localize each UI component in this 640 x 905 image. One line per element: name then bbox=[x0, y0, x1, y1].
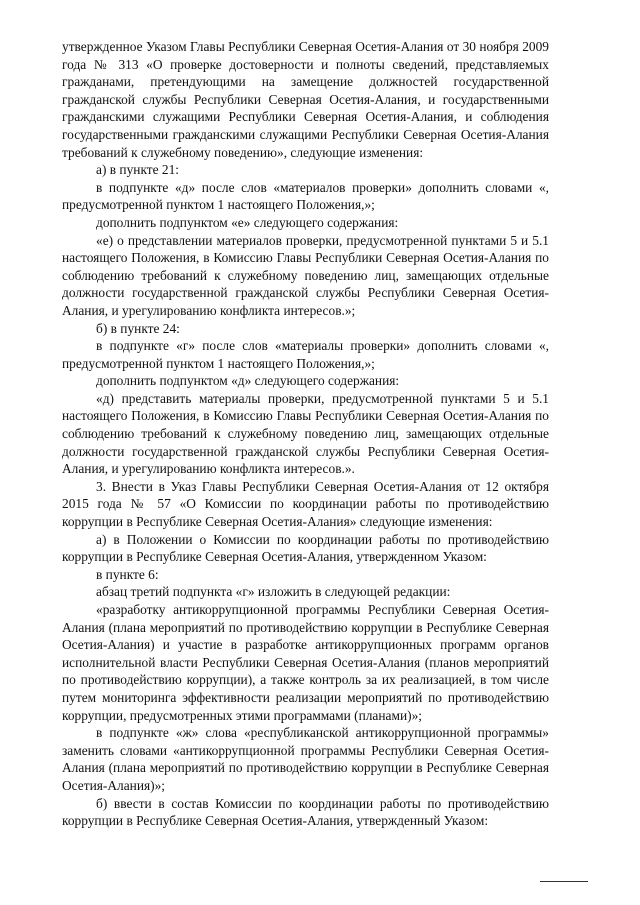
paragraph-add-subitem-e: дополнить подпунктом «е» следующего содержания: bbox=[96, 214, 399, 230]
paragraph-subitem-zh: в подпункте «ж» слова «республиканской антикоррупционной программы» заменить словами «антикоррупционной программы Республики Северная Осетия-Алания (плана мероприятий по противодействию коррупции в Республике Северная Осетия-Алания)»; bbox=[62, 725, 549, 793]
paragraph-program-text: «разработку антикоррупционной программы Республики Северная Осетия-Алания (плана мероприятий по противодействию коррупции в Республике Северная Осетия-Алания) и участие в разработке антикоррупционных программ органов исполнительной власти Республики Северная Осетия-Алания (планов мероприятий по противодействию коррупции), а также контроль за их реализацией, в том числе путем мониторинга эффективности реализации мероприятий по противодействию коррупции, предусмотренных этими программами (планами)»; bbox=[62, 602, 549, 723]
paragraph-item-a-21: а) в пункте 21: bbox=[96, 162, 180, 178]
paragraph-subitem-d-text: «д) представить материалы проверки, предусмотренной пунктами 5 и 5.1 настоящего Положения, в Комиссию Главы Республики Северная Осетия-Алания по соблюдению требований к служебному поведению лиц, замещающих отдельные должности государственной гражданской службы Республики Северная Осетия-Алания, и урегулированию конфликта интересов.». bbox=[62, 390, 549, 477]
paragraph-point-6: в пункте 6: bbox=[96, 566, 159, 582]
footer-divider bbox=[540, 881, 588, 882]
paragraph-item-a-regulation: а) в Положении о Комиссии по координации работы по противодействию коррупции в Республике Северная Осетия-Алания, утвержденном Указом: bbox=[62, 531, 549, 565]
paragraph-add-subitem-d: дополнить подпунктом «д» следующего содержания: bbox=[96, 373, 400, 389]
paragraph-item-b-24: б) в пункте 24: bbox=[96, 320, 180, 336]
document-page bbox=[62, 38, 549, 830]
paragraph-section-3: 3. Внести в Указ Главы Республики Северная Осетия-Алания от 12 октября 2015 года № 57 «О Комиссии по координации работы по противодействию коррупции в Республике Северная Осетия-Алания» следующие изменения: bbox=[62, 478, 549, 530]
paragraph-third-abzac: абзац третий подпункта «г» изложить в следующей редакции: bbox=[96, 584, 451, 600]
paragraph-subitem-d: в подпункте «д» после слов «материалов проверки» дополнить словами «, предусмотренной пунктом 1 настоящего Положения,»; bbox=[62, 179, 549, 213]
paragraph-item-b-composition: б) ввести в состав Комиссии по координации работы по противодействию коррупции в Республике Северная Осетия-Алания, утвержденный Указом: bbox=[62, 795, 549, 829]
paragraph-subitem-e-text: «е) о представлении материалов проверки, предусмотренной пунктами 5 и 5.1 настоящего Положения, в Комиссию Главы Республики Северная Осетия-Алания по соблюдению требований к служебному поведению лиц, замещающих отдельные должности государственной гражданской службы Республики Северная Осетия-Алания, и урегулированию конфликта интересов.»; bbox=[62, 232, 549, 318]
paragraph-subitem-g: в подпункте «г» после слов «материалы проверки» дополнить словами «, предусмотренной пунктом 1 настоящего Положения,»; bbox=[62, 338, 549, 371]
paragraph-intro: утвержденное Указом Главы Республики Северная Осетия-Алания от 30 ноября 2009 года № 313 «О проверке достоверности и полноты сведений, представляемых гражданами, претендующими на замещение должностей государственной гражданской службы Республики Северная Осетия-Алания, и государственными гражданскими служащими Республики Северная Осетия-Алания, и соблюдения государственными гражданскими служащими Республики Северная Осетия-Алания требований к служебному поведению», следующие изменения: bbox=[62, 39, 549, 160]
